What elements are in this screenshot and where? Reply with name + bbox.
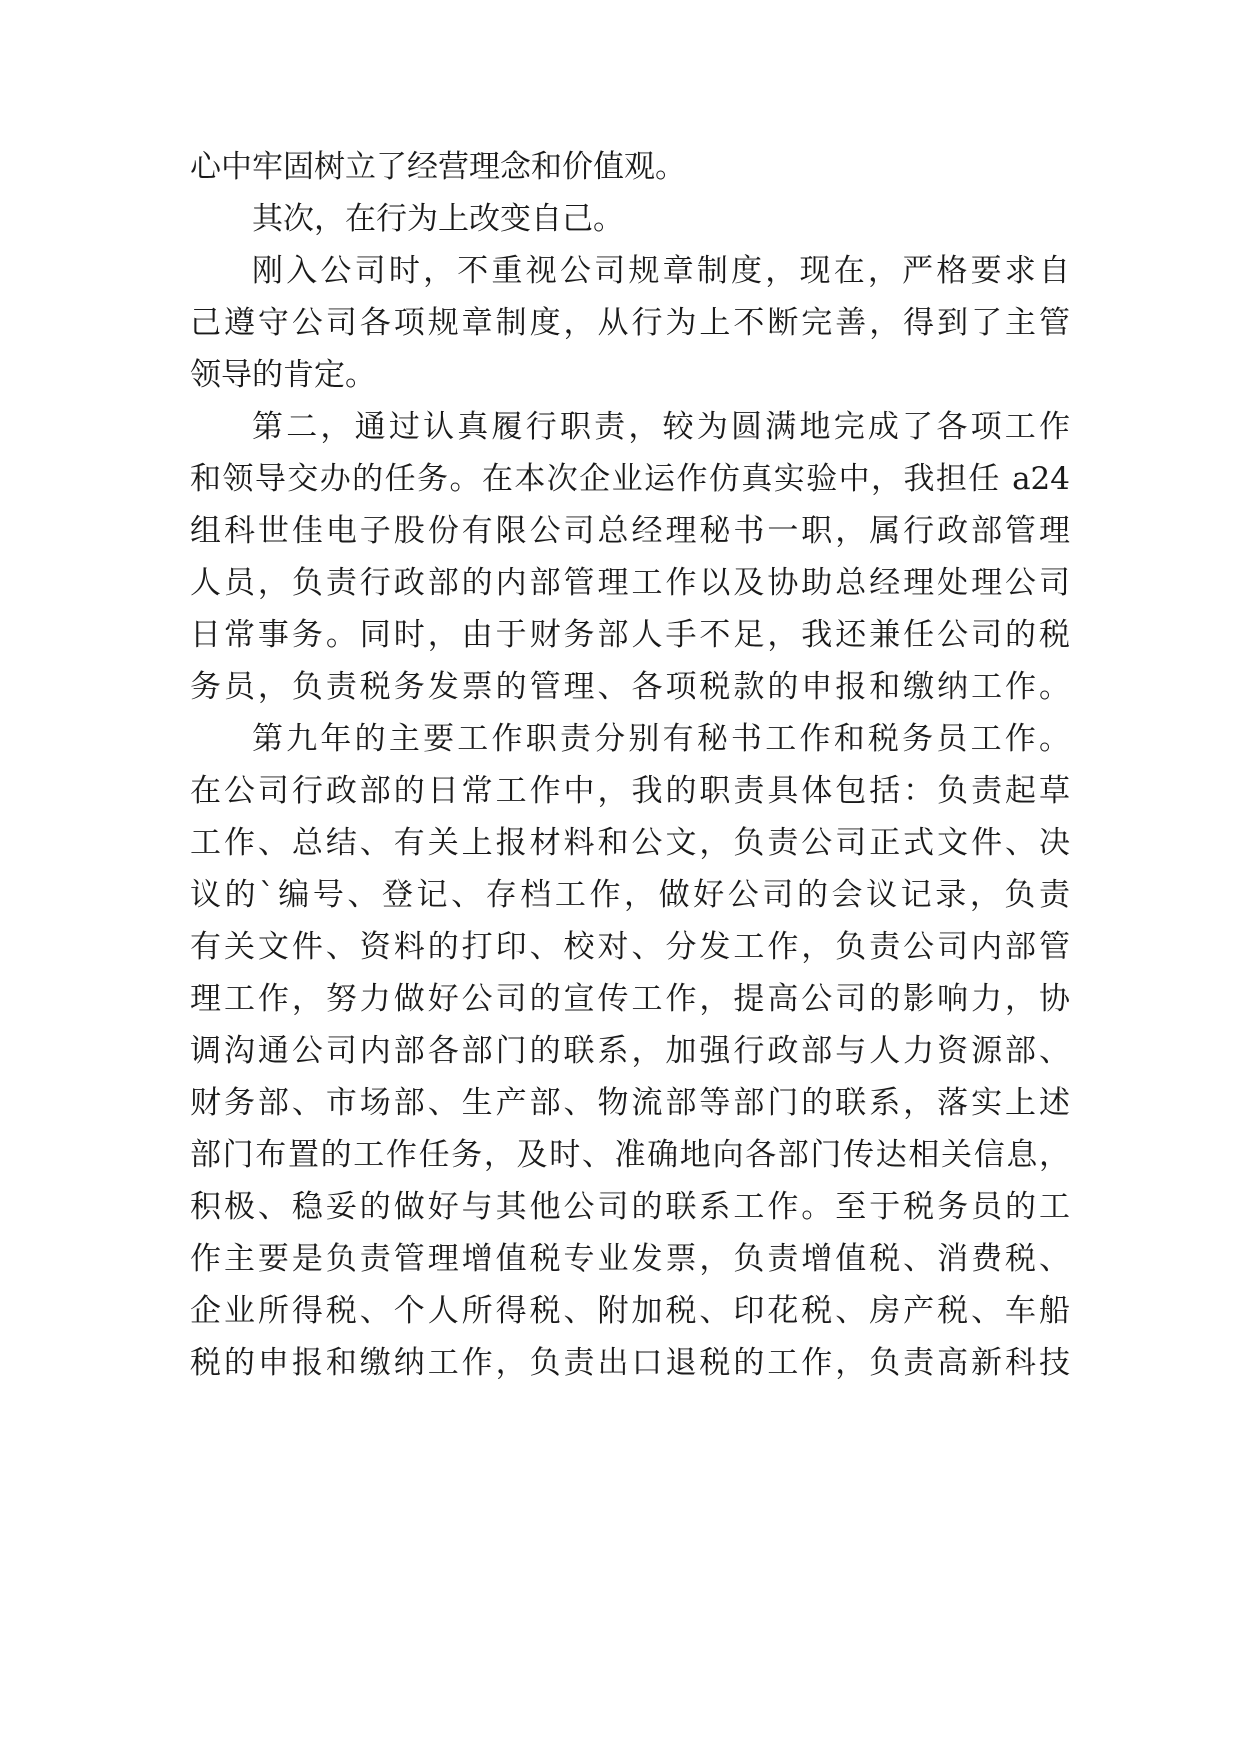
text-line: 部门布置的工作任务，及时、准确地向各部门传达相关信息， xyxy=(190,1137,1070,1173)
text-line: 税的申报和缴纳工作，负责出口退税的工作，负责高新科技 xyxy=(190,1345,1070,1381)
text-line: 企业所得税、个人所得税、附加税、印花税、房产税、车船 xyxy=(190,1293,1070,1329)
text-line: 积极、稳妥的做好与其他公司的联系工作。至于税务员的工 xyxy=(190,1189,1070,1225)
text-line: 第九年的主要工作职责分别有秘书工作和税务员工作。 xyxy=(252,721,1070,757)
text-line: 理工作，努力做好公司的宣传工作，提高公司的影响力，协 xyxy=(190,981,1070,1017)
text-line: 组科世佳电子股份有限公司总经理秘书一职，属行政部管理 xyxy=(190,513,1070,549)
text-line: 人员，负责行政部的内部管理工作以及协助总经理处理公司 xyxy=(190,565,1070,601)
text-line: 有关文件、资料的打印、校对、分发工作，负责公司内部管 xyxy=(190,929,1070,965)
text-line: 财务部、市场部、生产部、物流部等部门的联系，落实上述 xyxy=(190,1085,1070,1121)
text-line: 心中牢固树立了经营理念和价值观。 xyxy=(190,149,686,185)
text-line: 第二，通过认真履行职责，较为圆满地完成了各项工作 xyxy=(252,409,1070,445)
text-line: 务员，负责税务发票的管理、各项税款的申报和缴纳工作。 xyxy=(190,669,1070,705)
text-line: 工作、总结、有关上报材料和公文，负责公司正式文件、决 xyxy=(190,825,1070,861)
text-line: 和领导交办的任务。在本次企业运作仿真实验中，我担任 a24 xyxy=(190,461,1070,497)
text-line: 作主要是负责管理增值税专业发票，负责增值税、消费税、 xyxy=(190,1241,1070,1277)
text-line: 议的`编号、登记、存档工作，做好公司的会议记录，负责 xyxy=(190,877,1070,913)
text-line: 领导的肯定。 xyxy=(190,357,376,393)
text-line: 刚入公司时，不重视公司规章制度，现在，严格要求自 xyxy=(252,253,1070,289)
text-line: 调沟通公司内部各部门的联系，加强行政部与人力资源部、 xyxy=(190,1033,1070,1069)
text-line: 日常事务。同时，由于财务部人手不足，我还兼任公司的税 xyxy=(190,617,1070,653)
text-line: 其次，在行为上改变自己。 xyxy=(252,201,624,237)
text-line: 在公司行政部的日常工作中，我的职责具体包括：负责起草 xyxy=(190,773,1070,809)
text-line: 己遵守公司各项规章制度，从行为上不断完善，得到了主管 xyxy=(190,305,1070,341)
